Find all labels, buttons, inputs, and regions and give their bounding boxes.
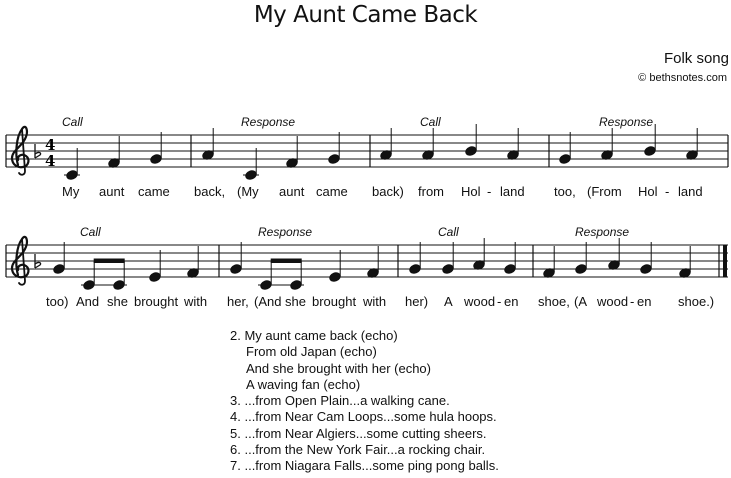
beam [271, 259, 301, 263]
lyric-syllable: en [504, 294, 519, 309]
lyric-syllable: her, [227, 294, 249, 309]
note [201, 128, 214, 161]
lyric-syllable: wood [597, 294, 629, 309]
note [408, 242, 421, 275]
lyric-syllable: A [444, 294, 453, 309]
call-label: Call [62, 115, 83, 129]
time-signature-bottom: 4 [45, 152, 56, 170]
lyric-syllable: (And [254, 294, 282, 309]
response-label: Response [241, 115, 296, 129]
lyric-syllable: land [678, 184, 703, 199]
note [244, 148, 257, 181]
beam [94, 259, 124, 263]
lyric-syllable: - [665, 184, 670, 199]
lyric-syllable: back, [194, 184, 226, 199]
note [148, 250, 161, 283]
lyric-syllable: wood [464, 294, 496, 309]
note [328, 250, 341, 283]
response-label: Response [575, 225, 630, 239]
note [327, 132, 340, 165]
lyric-syllable: she [107, 294, 128, 309]
lyric-syllable: - [497, 294, 502, 309]
note [464, 124, 477, 157]
lyric-syllable: Hol [638, 184, 658, 199]
note [472, 238, 485, 271]
lyric-syllable: shoe, [538, 294, 570, 309]
note [685, 128, 698, 161]
note [285, 136, 298, 169]
note [421, 128, 434, 161]
verse-line: A waving fan (echo) [246, 376, 361, 392]
verse-number: 6. [230, 442, 241, 458]
lyric-syllable: aunt [279, 184, 305, 199]
lyric-syllable: And [76, 294, 100, 309]
note [82, 261, 95, 291]
lyric-syllable: (From [587, 184, 622, 199]
note [186, 246, 199, 279]
lyric-syllable: brought [134, 294, 179, 309]
note [506, 128, 519, 161]
call-label: Call [420, 115, 441, 129]
note [639, 242, 652, 275]
lyric-syllable: shoe.) [678, 294, 715, 309]
note [149, 132, 162, 165]
note [379, 128, 392, 161]
note [229, 242, 242, 275]
verse-number: 4. [230, 409, 241, 425]
lyric-syllable: came [138, 184, 170, 199]
note [366, 246, 379, 279]
note [542, 246, 555, 279]
genre-label: Folk song [663, 50, 729, 67]
note [503, 242, 516, 275]
note [107, 136, 120, 169]
lyric-syllable: en [637, 294, 652, 309]
lyric-syllable: she [285, 294, 306, 309]
lyric-syllable: brought [312, 294, 357, 309]
lyric-syllable: came [316, 184, 348, 199]
lyric-syllable: - [487, 184, 492, 199]
lyric-syllable: too, [554, 184, 576, 199]
note [52, 242, 65, 275]
lyric-syllable: too) [46, 294, 69, 309]
lyric-syllable: her) [405, 294, 429, 309]
final-bar-line [723, 245, 727, 277]
note [607, 238, 620, 271]
lyric-syllable: - [630, 294, 635, 309]
lyric-syllable: Hol [461, 184, 481, 199]
verse-line: 4. ...from Near Cam Loops...some hula hoops. [230, 409, 497, 425]
note [643, 124, 656, 157]
verse-line: And she brought with her (echo) [246, 360, 431, 376]
response-label: Response [599, 115, 654, 129]
verse-line: 5. ...from Near Algiers...some cutting sheers. [230, 425, 487, 441]
note [65, 148, 78, 181]
note [441, 242, 454, 275]
verse-number: 2. [230, 328, 241, 343]
lyric-syllable: back) [372, 184, 404, 199]
verse-line: From old Japan (echo) [246, 344, 377, 360]
lyric-syllable: (A [574, 294, 587, 309]
verse-line: 2. My aunt came back (echo) [230, 328, 398, 343]
note [678, 246, 691, 279]
lyric-syllable: with [363, 294, 387, 309]
note [289, 261, 302, 291]
call-label: Call [438, 225, 459, 239]
verse-line: 6. ...from the New York Fair...a rocking chair. [230, 442, 486, 458]
time-signature-top: 4 [45, 136, 56, 154]
verse-number: 3. [230, 393, 241, 409]
copyright-label: © bethsnotes.com [638, 72, 727, 84]
note [259, 261, 272, 291]
note [600, 128, 613, 161]
note [574, 242, 587, 275]
response-label: Response [258, 225, 313, 239]
verse-number: 7. [230, 458, 241, 474]
verse-line: 7. ...from Niagara Falls...some ping pong balls. [230, 458, 499, 474]
note [112, 261, 125, 291]
lyric-syllable: (My [237, 184, 259, 199]
lyric-syllable: land [500, 184, 525, 199]
note [558, 132, 571, 165]
song-title: My Aunt Came Back [253, 2, 478, 28]
lyric-syllable: with [184, 294, 208, 309]
lyric-syllable: from [418, 184, 444, 199]
lyric-syllable: aunt [99, 184, 125, 199]
verse-number: 5. [230, 425, 241, 441]
call-label: Call [80, 225, 101, 239]
verse-line: 3. ...from Open Plain...a walking cane. [230, 393, 450, 409]
additional-verses [230, 328, 499, 475]
lyric-syllable: My [62, 184, 80, 199]
